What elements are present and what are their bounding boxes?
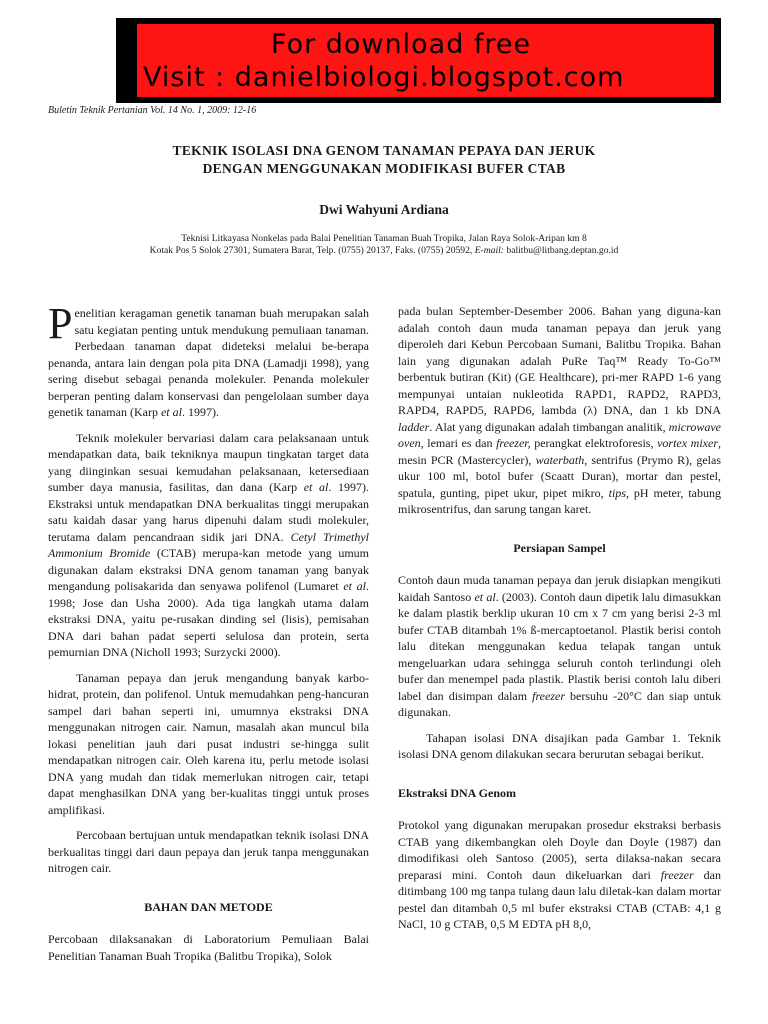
methods-paragraph-1: Percobaan dilaksanakan di Laboratorium Pemuliaan Balai Penelitian Tanaman Buah Tropika (Balitbu Tropika), Solok: [48, 932, 369, 963]
right-column: [398, 303, 721, 942]
citation-etal: et al: [303, 480, 329, 494]
intro-text: enelitian keragaman genetik tanaman buah merupakan salah satu kegiatan penting untuk mendukung pemuliaan tanaman. Perbedaan tanaman dapat dideteksi melalui be-berapa penanda, antara lain dengan pola pita DNA (Lamadji 1998), yang sering disebut sebagai penanda molekuler. Penanda molekuler berperan penting dalam konservasi dan pengelolaan sumber daya genetik tanaman (Karp: [48, 306, 369, 419]
materials-text: , pH meter, tabung mikrosentrifus, dan sarung tangan karet.: [398, 485, 722, 516]
banner-line-2: Visit : danielbiologi.blogspot.com: [143, 62, 625, 93]
intro-text: . 1997). Ekstraksi untuk mendapatkan DNA berkualitas tinggi merupakan satu kaidah dasar yang harus dipenuhi dalam studi molekuler, terutama dalam pencandraan sidik jari DNA.: [48, 480, 369, 544]
intro-paragraph-2: [48, 430, 369, 661]
materials-paragraph: [398, 303, 721, 518]
drop-cap: P: [48, 299, 73, 348]
extraction-paragraph-1: [398, 817, 721, 933]
intro-paragraph-3: Tanaman pepaya dan jeruk mengandung banyak karbo-hidrat, protein, dan polifenol. Untuk memudahkan peng-hancuran sampel dari bahan seperti ini, umumnya ekstraksi DNA menggunakan nitrogen cair. Namun, masalah akan muncul bila lokasi penelitian jauh dari pusat industri se-hingga sulit mendapatkan nitrogen cair. Oleh karena itu, perlu metode isolasi DNA yang mudah dan tidak memerlukan nitrogen cair, tetapi dapat menghasilkan DNA yang ber-kualitas tinggi untuk proses amplifikasi.: [48, 670, 369, 817]
materials-text: , mesin PCR (Mastercycler),: [398, 436, 721, 467]
paper-title: [0, 142, 768, 178]
citation-etal: et al: [343, 579, 366, 593]
term-microwave: microwave oven,: [398, 419, 721, 450]
term-freezer: freezer,: [496, 436, 531, 450]
sample-prep-paragraph-2: Tahapan isolasi DNA disajikan pada Gambar 1. Teknik isolasi DNA genom dilakukan secara berurutan sebagai berikut.: [398, 730, 721, 761]
term-tips: tips: [608, 485, 626, 500]
author-affiliation: [0, 233, 768, 257]
sample-text: . (2003). Contoh daun dipetik lalu dimasukkan ke dalam plastik berklip ukuran 10 cm x 7 cm yang berisi 2-3 ml bufer CTAB ditambah 1% ß-mercaptoetanol. Plastik berisi contoh lalu ditekan menggunakan kedua telapak tangan untuk mengeluarkan udara sehingga seluruh contoh terlindungi oleh bufer dan menempel pada plastik. Plastik berisi contoh lalu diberi label dan disimpan dalam: [398, 589, 722, 703]
materials-text: pada bulan September-Desember 2006. Bahan yang diguna-kan adalah contoh daun muda tanaman pepaya dan jeruk yang diperoleh dari Kebun Percobaan Sumani, Balitbu Tropika. Bahan lain yang digunakan adalah PuRe Taq™ Ready To-Go™ berbentuk butiran (Kit) (GE Healthcare), pri-mer RAPD 1-6 yang mempunyai untaian nukleotida RAPD1, RAPD2, RAPD3, RAPD4, RAPD5, RAPD6, lambda (λ) DNA, dan 1 kb DNA: [398, 304, 721, 417]
intro-paragraph-1: [48, 299, 369, 421]
intro-text: (CTAB) merupa-kan metode yang umum digunakan dalam ekstraksi DNA genom tanaman yang banyak mengandung polisakarida dan senyawa polifenol (Lumaret: [48, 546, 370, 593]
download-banner: [116, 18, 721, 103]
author-name: Dwi Wahyuni Ardiana: [319, 202, 449, 217]
materials-text: , sentrifus (Prymo R), gelas ukur 100 ml, botol bufer (Scaatt Duran), mortar dan pestel, spatula, gunting, pipet ukur, pipet mikro,: [398, 452, 722, 500]
title-line-1: TEKNIK ISOLASI DNA GENOM TANAMAN PEPAYA DAN JERUK: [172, 143, 596, 158]
sample-text: Contoh daun muda tanaman pepaya dan jeruk disiapkan mengikuti kaidah Santoso: [398, 573, 721, 604]
intro-text: . 1997).: [181, 405, 219, 419]
journal-citation: Buletin Teknik Pertanian Vol. 14 No. 1, 2009: 12-16: [48, 105, 257, 116]
term-freezer: freezer: [660, 867, 694, 882]
extraction-text: dan ditimbang 100 mg tanpa tulang daun lalu diletak-kan dalam mortar pestel dan ditambah 0,5 ml bufer ekstraksi CTAB (CTAB: 4,1 g NaCl, 10 g CTAB, 0,5 M EDTA pH 8,0,: [398, 867, 721, 931]
materials-text: . Alat yang digunakan adalah timbangan analitik,: [429, 419, 669, 434]
section-heading-extraction: Ekstraksi DNA Genom: [398, 785, 517, 800]
term-ladder: ladder: [398, 419, 430, 434]
affiliation-address: Kotak Pos 5 Solok 27301, Sumatera Barat, Telp. (0755) 20137, Faks. (0755) 20592,: [149, 245, 475, 256]
intro-paragraph-4: Percobaan bertujuan untuk mendapatkan teknik isolasi DNA berkualitas tinggi dari daun pepaya dan jeruk tanpa menggunakan nitrogen cair.: [48, 828, 369, 875]
citation-etal: et al: [474, 589, 496, 604]
title-line-2: DENGAN MENGGUNAKAN MODIFIKASI BUFER CTAB: [202, 161, 566, 176]
intro-text: Teknik molekuler bervariasi dalam cara pelaksanaan untuk mendapatkan data, baik tekniknya maupun tingkatan target data yang diinginkan sesuai kemudahan pelaksanaan, ketersediaan sumber daya manusia, fasilitas, dan dana (Karp: [48, 430, 369, 494]
affiliation-line-2: [0, 245, 768, 257]
materials-text: perangkat elektroforesis,: [530, 436, 658, 450]
sample-prep-paragraph-1: [398, 572, 721, 721]
term-vortex: vortex mixer: [657, 436, 718, 450]
email-address: balitbu@litbang.deptan.go.id: [504, 245, 619, 256]
left-column: [48, 299, 370, 973]
citation-etal: et al: [160, 405, 182, 419]
ctab-term: Cetyl Trimethyl Ammonium Bromide: [48, 529, 370, 560]
intro-text: . 1998; Jose dan Usha 2000). Ada tiga langkah utama dalam ekstraksi DNA, yaitu pe-rusakan dinding sel (lisis), pemisahan DNA dari bahan padat seperti selulosa dan protein, serta pemurnian DNA (Nicholl 1993; Surzycki 2000).: [48, 579, 369, 659]
extraction-text: Protokol yang digunakan merupakan prosedur ekstraksi berbasis CTAB yang dikembangkan oleh Doyle dan Doyle (1987) dan dimodifikasi oleh Santoso (2005), serta dilaksa-nakan secara preparasi mini. Contoh daun dikeluarkan dari: [398, 818, 721, 882]
affiliation-line-1: Teknisi Litkayasa Nonkelas pada Balai Penelitian Tanaman Buah Tropika, Jalan Raya Solok-Aripan km 8: [181, 233, 587, 244]
section-heading-sample-prep: Persiapan Sampel: [513, 540, 606, 555]
section-heading-methods: BAHAN DAN METODE: [144, 899, 273, 914]
term-waterbath: waterbath: [535, 452, 585, 467]
materials-text: lemari es dan: [423, 436, 497, 450]
sample-text: bersuhu -20°C dan siap untuk digunakan.: [398, 688, 721, 719]
term-freezer: freezer: [532, 688, 566, 703]
banner-line-1: For download free: [271, 29, 532, 60]
download-banner-inner: [137, 24, 714, 97]
email-label: E-mail:: [474, 245, 504, 256]
